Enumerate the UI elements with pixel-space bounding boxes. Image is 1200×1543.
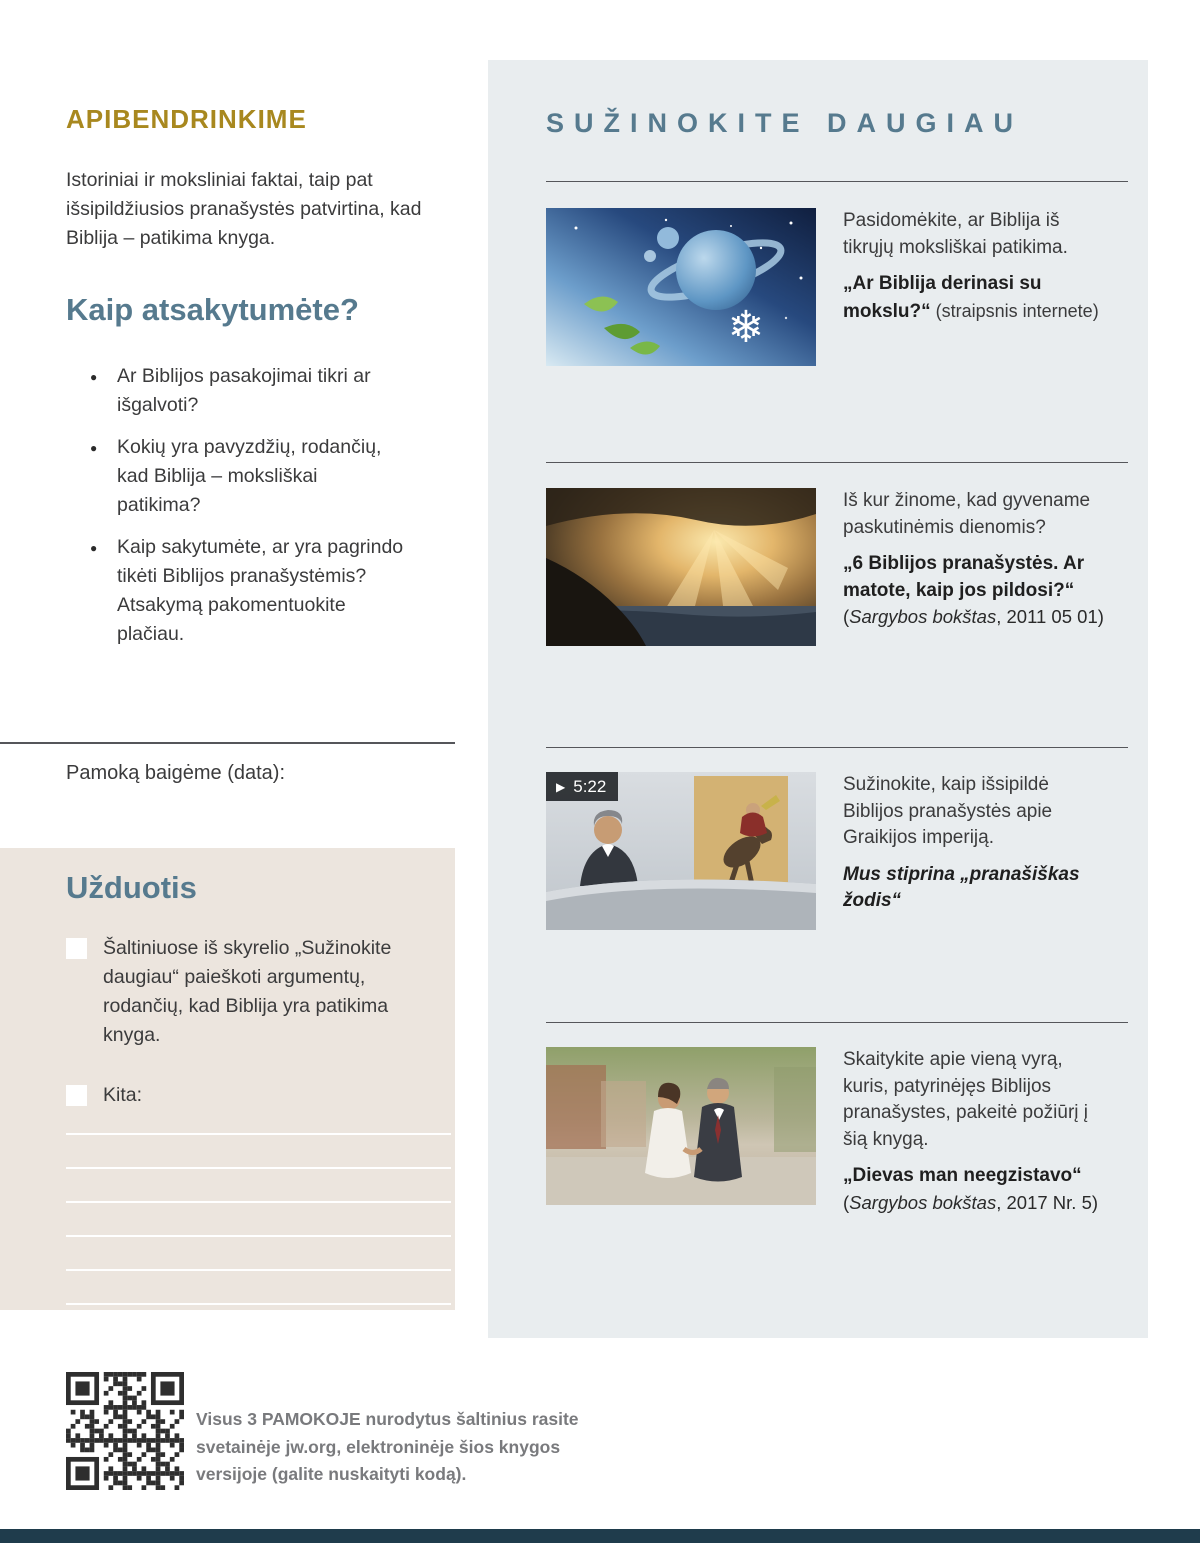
assignment-task [66, 934, 413, 1050]
source-open: ( [843, 606, 850, 627]
learn-more-panel [488, 60, 1148, 1338]
item-intro: Sužinokite, kaip išsipildė Biblijos pranašystės apie Graikijos imperiją. [843, 774, 1053, 848]
question-text: Kokių yra pavyzdžių, rodančių, kad Biblija – moksliškai patikima? [117, 436, 382, 516]
item-title: „Dievas man neegzistavo“ [843, 1165, 1082, 1186]
write-in-line[interactable] [66, 1167, 451, 1169]
task-text: Kita: [103, 1084, 143, 1106]
section-divider [0, 742, 455, 744]
assignment-title: Užduotis [66, 870, 197, 905]
item-divider [546, 462, 1128, 463]
video-duration: 5:22 [573, 776, 607, 796]
write-in-line[interactable] [66, 1269, 451, 1271]
write-in-line[interactable] [66, 1133, 451, 1135]
task-checkbox[interactable] [66, 1085, 87, 1106]
write-in-lines[interactable] [66, 1133, 451, 1337]
item-text [843, 208, 1128, 366]
item-intro: Skaitykite apie vieną vyrą, kuris, patyrinėjęs Biblijos pranašystes, pakeitė požiūrį į šią knygą. [843, 1049, 1089, 1150]
write-in-line[interactable] [66, 1235, 451, 1237]
source-name: Sargybos bokštas [849, 606, 997, 627]
learn-more-item [546, 1047, 1128, 1216]
question-item [90, 533, 406, 649]
bullet-icon: ● [90, 441, 98, 455]
video-duration-badge [546, 772, 618, 801]
write-in-line[interactable] [66, 1303, 451, 1305]
task-checkbox[interactable] [66, 938, 87, 959]
item-text [843, 488, 1133, 646]
news-anchor-video-thumbnail[interactable] [546, 772, 816, 930]
assignment-task [66, 1081, 413, 1110]
learn-more-item [546, 772, 1128, 930]
qr-code [66, 1372, 184, 1490]
item-divider [546, 1022, 1128, 1023]
questions-list [90, 362, 406, 662]
item-source [843, 604, 1133, 631]
summary-title: APIBENDRINKIME [66, 104, 307, 134]
item-title [843, 271, 1115, 325]
source-open: ( [843, 1191, 850, 1213]
source-name: Sargybos bokštas [849, 1191, 997, 1213]
storm-clouds-over-sea-photo [546, 488, 816, 646]
item-intro: Pasidomėkite, ar Biblija iš tikrųjų moksliškai patikima. [843, 210, 1068, 258]
questions-title: Kaip atsakytumėte? [66, 292, 359, 327]
footer-bar [0, 1529, 1200, 1543]
item-source [843, 1190, 1133, 1217]
item-text [843, 772, 1128, 930]
item-divider [546, 181, 1128, 182]
bullet-icon: ● [90, 370, 98, 384]
question-item [90, 362, 406, 420]
question-item [90, 433, 406, 520]
learn-more-item [546, 208, 1128, 366]
item-title-note: (straipsnis internete) [935, 300, 1099, 321]
item-title-bold: „Ar Biblija derinasi su mokslu?“ [843, 273, 1042, 322]
couple-walking-street-photo [546, 1047, 816, 1205]
task-text: Šaltiniuose iš skyrelio „Sužinokite daugiau“ paieškoti argumentų, rodančių, kad Biblija yra patikima knyga. [103, 937, 392, 1046]
source-rest: , 2011 05 01) [996, 606, 1104, 627]
summary-text: Istoriniai ir moksliniai faktai, taip pat išsipildžiusios pranašystės patvirtina, kad Biblija – patikima knyga. [66, 169, 422, 249]
item-title: „6 Biblijos pranašystės. Ar matote, kaip jos pildosi?“ [843, 553, 1085, 601]
learn-more-item [546, 488, 1128, 646]
write-in-line[interactable] [66, 1201, 451, 1203]
question-text: Ar Biblijos pasakojimai tikri ar išgalvoti? [117, 365, 371, 416]
item-text [843, 1047, 1133, 1216]
assignment-box [0, 848, 455, 1310]
question-text: Kaip sakytumėte, ar yra pagrindo tikėti Biblijos pranašystėmis? Atsakymą pakomentuokite plačiau. [117, 536, 404, 645]
item-divider [546, 747, 1128, 748]
planet-leaves-space-illustration [546, 208, 816, 366]
qr-note-text: Visus 3 PAMOKOJE nurodytus šaltinius rasite svetainėje jw.org, elektroninėje šios knygos versijoje (galite nuskaityti kodą). [196, 1409, 579, 1484]
item-title: Mus stiprina „pranašiškas žodis“ [843, 863, 1080, 911]
panel-title: SUŽINOKITE DAUGIAU [546, 108, 1023, 138]
completion-date-label: Pamoką baigėme (data): [66, 762, 286, 784]
item-intro: Iš kur žinome, kad gyvename paskutinėmis dienomis? [843, 490, 1091, 538]
source-rest: , 2017 Nr. 5) [996, 1191, 1099, 1213]
play-icon: ▶ [556, 779, 566, 794]
bullet-icon: ● [90, 541, 98, 555]
svg-text:❄: ❄ [727, 302, 765, 353]
